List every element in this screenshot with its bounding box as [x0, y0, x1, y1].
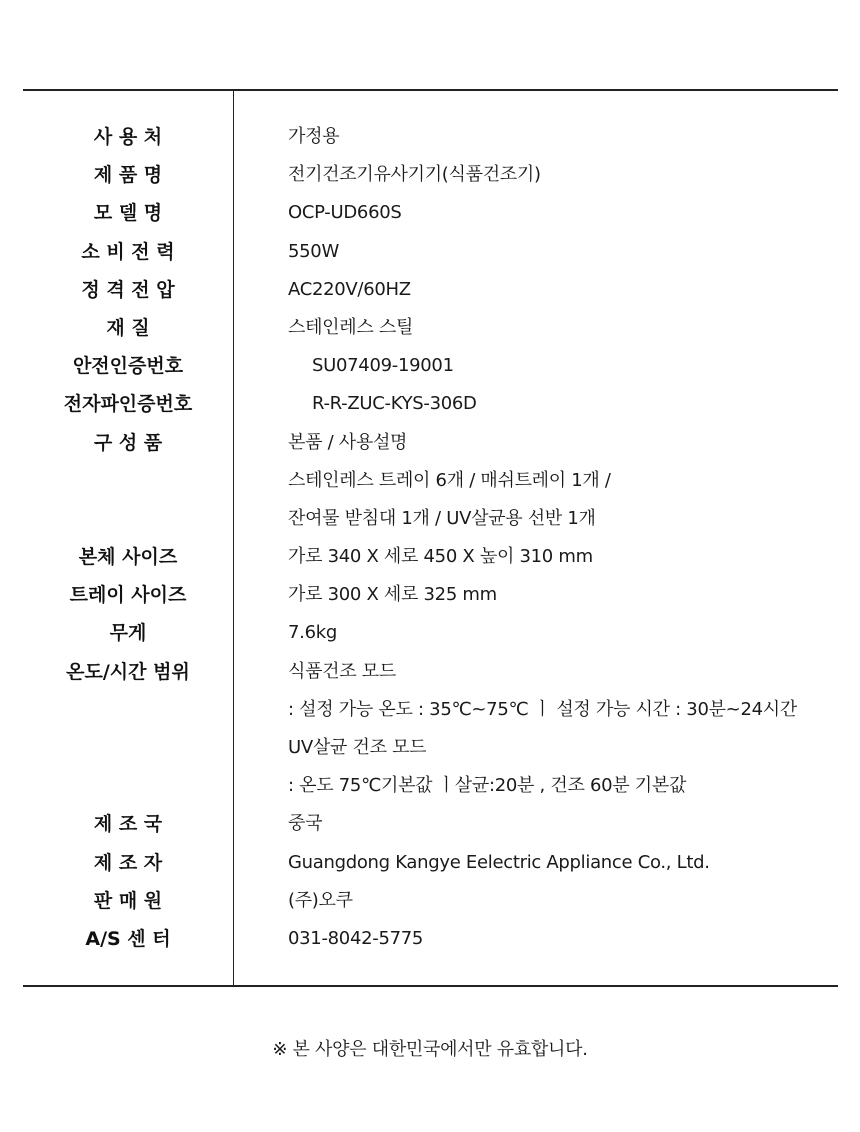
- spec-row-weight: [23, 614, 838, 652]
- row-label: 온도/시간 범위: [66, 660, 190, 683]
- spec-row-material: [23, 309, 838, 347]
- row-value: 031-8042-5775: [288, 927, 424, 949]
- spec-row-manufacturer: [23, 844, 838, 882]
- spec-row-temp-time: [23, 653, 838, 691]
- row-label: 재 질: [106, 316, 150, 339]
- row-label: 안전인증번호: [72, 355, 184, 378]
- row-value: 본품 / 사용설명: [288, 431, 408, 453]
- row-value: 550W: [288, 240, 339, 262]
- row-value: : 설정 가능 온도 : 35℃~75℃ ㅣ 설정 가능 시간 : 30분~24시간: [288, 698, 797, 720]
- row-value: 스테인레스 스틸: [288, 316, 414, 338]
- spec-row-power: [23, 233, 838, 271]
- spec-row-safety-cert: [23, 347, 838, 385]
- row-label: 구 성 품: [93, 431, 163, 454]
- spec-table: [23, 89, 838, 987]
- spec-row-temp-time-cont-3: [23, 767, 838, 805]
- row-value: : 온도 75℃기본값 ㅣ살균:20분 , 건조 60분 기본값: [288, 775, 687, 797]
- row-value: 가로 300 X 세로 325 mm: [288, 584, 497, 606]
- row-value: Guangdong Kangye Eelectric Appliance Co., Ltd.: [288, 851, 710, 873]
- row-label: 소 비 전 력: [81, 240, 175, 263]
- row-value: AC220V/60HZ: [288, 278, 411, 300]
- row-value: 가로 340 X 세로 450 X 높이 310 mm: [288, 546, 593, 568]
- row-label: 정 격 전 압: [81, 278, 175, 301]
- row-value: OCP-UD660S: [288, 202, 402, 224]
- row-label: 무게: [109, 622, 147, 645]
- spec-row-service-center: [23, 920, 838, 958]
- row-label: 전자파인증번호: [63, 393, 193, 416]
- row-value: 스테인레스 트레이 6개 / 매쉬트레이 1개 /: [288, 469, 611, 491]
- spec-row-voltage: [23, 271, 838, 309]
- row-value: 가정용: [288, 126, 340, 147]
- footnote: ※ 본 사양은 대한민국에서만 유효합니다.: [272, 1039, 588, 1060]
- row-label: 트레이 사이즈: [69, 584, 187, 607]
- spec-row-components-cont-1: [23, 462, 838, 500]
- spec-row-emc-cert: [23, 385, 838, 423]
- spec-row-usage: [23, 118, 838, 156]
- spec-row-temp-time-cont-1: [23, 691, 838, 729]
- spec-row-country: [23, 805, 838, 843]
- spec-row-body-size: [23, 538, 838, 576]
- spec-row-tray-size: [23, 576, 838, 614]
- row-value: 식품건조 모드: [288, 660, 396, 682]
- row-label: 본체 사이즈: [78, 546, 178, 569]
- spec-row-temp-time-cont-2: [23, 729, 838, 767]
- spec-row-product-name: [23, 156, 838, 194]
- row-value: R-R-ZUC-KYS-306D: [312, 393, 477, 415]
- row-value: UV살균 건조 모드: [288, 737, 427, 758]
- spec-row-seller: [23, 882, 838, 920]
- row-value: SU07409-19001: [312, 355, 454, 377]
- spec-row-components: [23, 424, 838, 462]
- row-value: 중국: [288, 813, 323, 835]
- spec-row-components-cont-2: [23, 500, 838, 538]
- row-label: 제 품 명: [93, 164, 163, 187]
- row-label: 판 매 원: [93, 889, 163, 912]
- row-label: 사 용 처: [93, 126, 163, 148]
- spec-rows: [23, 118, 838, 958]
- row-label: 모 델 명: [93, 202, 163, 225]
- spec-row-model: [23, 194, 838, 232]
- row-value: 7.6kg: [288, 622, 337, 644]
- row-value: (주)오쿠: [288, 889, 353, 911]
- row-value: 잔여물 받침대 1개 / UV살균용 선반 1개: [288, 507, 596, 529]
- row-label: A/S 센 터: [85, 927, 171, 950]
- row-label: 제 조 자: [93, 851, 163, 874]
- row-label: 제 조 국: [93, 813, 163, 836]
- row-value: 전기건조기유사기기(식품건조기): [288, 164, 541, 186]
